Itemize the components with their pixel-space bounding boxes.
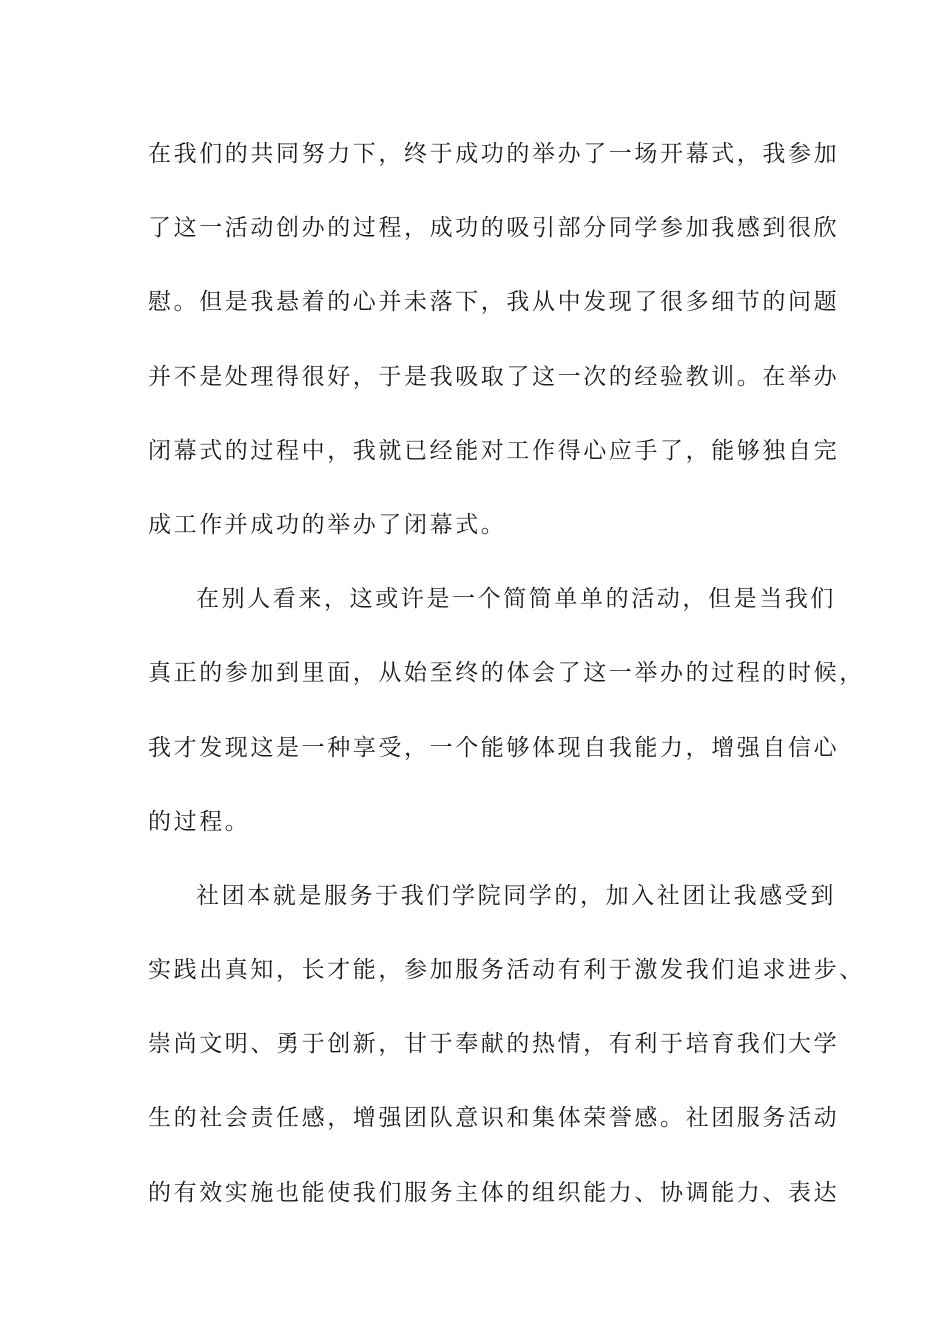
text-line: 了这一活动创办的过程，成功的吸引部分同学参加我感到很欣	[148, 215, 840, 242]
text-line: 生的社会责任感，增强团队意识和集体荣誉感。社团服务活动	[148, 1105, 840, 1132]
paragraph-1	[148, 132, 840, 577]
text-line: 在别人看来，这或许是一个简简单单的活动，但是当我们	[196, 586, 836, 613]
paragraph-2	[148, 577, 865, 874]
text-line: 崇尚文明、勇于创新，甘于奉献的热情，有利于培育我们大学	[148, 1031, 840, 1058]
text-line: 并不是处理得很好，于是我吸取了这一次的经验教训。在举办	[148, 363, 840, 390]
text-line: 成工作并成功的举办了闭幕式。	[148, 511, 507, 538]
document-body	[148, 132, 865, 1245]
text-line: 的有效实施也能使我们服务主体的组织能力、协调能力、表达	[148, 1179, 840, 1206]
text-line: 实践出真知，长才能，参加服务活动有利于激发我们追求进步、	[148, 957, 865, 984]
text-line: 闭幕式的过程中，我就已经能对工作得心应手了，能够独自完	[148, 437, 840, 464]
paragraph-3	[148, 874, 865, 1245]
text-line: 真正的参加到里面，从始至终的体会了这一举办的过程的时候，	[148, 660, 865, 687]
text-line: 慰。但是我悬着的心并未落下，我从中发现了很多细节的问题	[148, 289, 840, 316]
text-line: 社团本就是服务于我们学院同学的，加入社团让我感受到	[196, 882, 836, 909]
text-line: 的过程。	[148, 808, 251, 835]
text-line: 我才发现这是一种享受，一个能够体现自我能力，增强自信心	[148, 734, 840, 761]
text-line: 在我们的共同努力下，终于成功的举办了一场开幕式，我参加	[148, 141, 840, 167]
